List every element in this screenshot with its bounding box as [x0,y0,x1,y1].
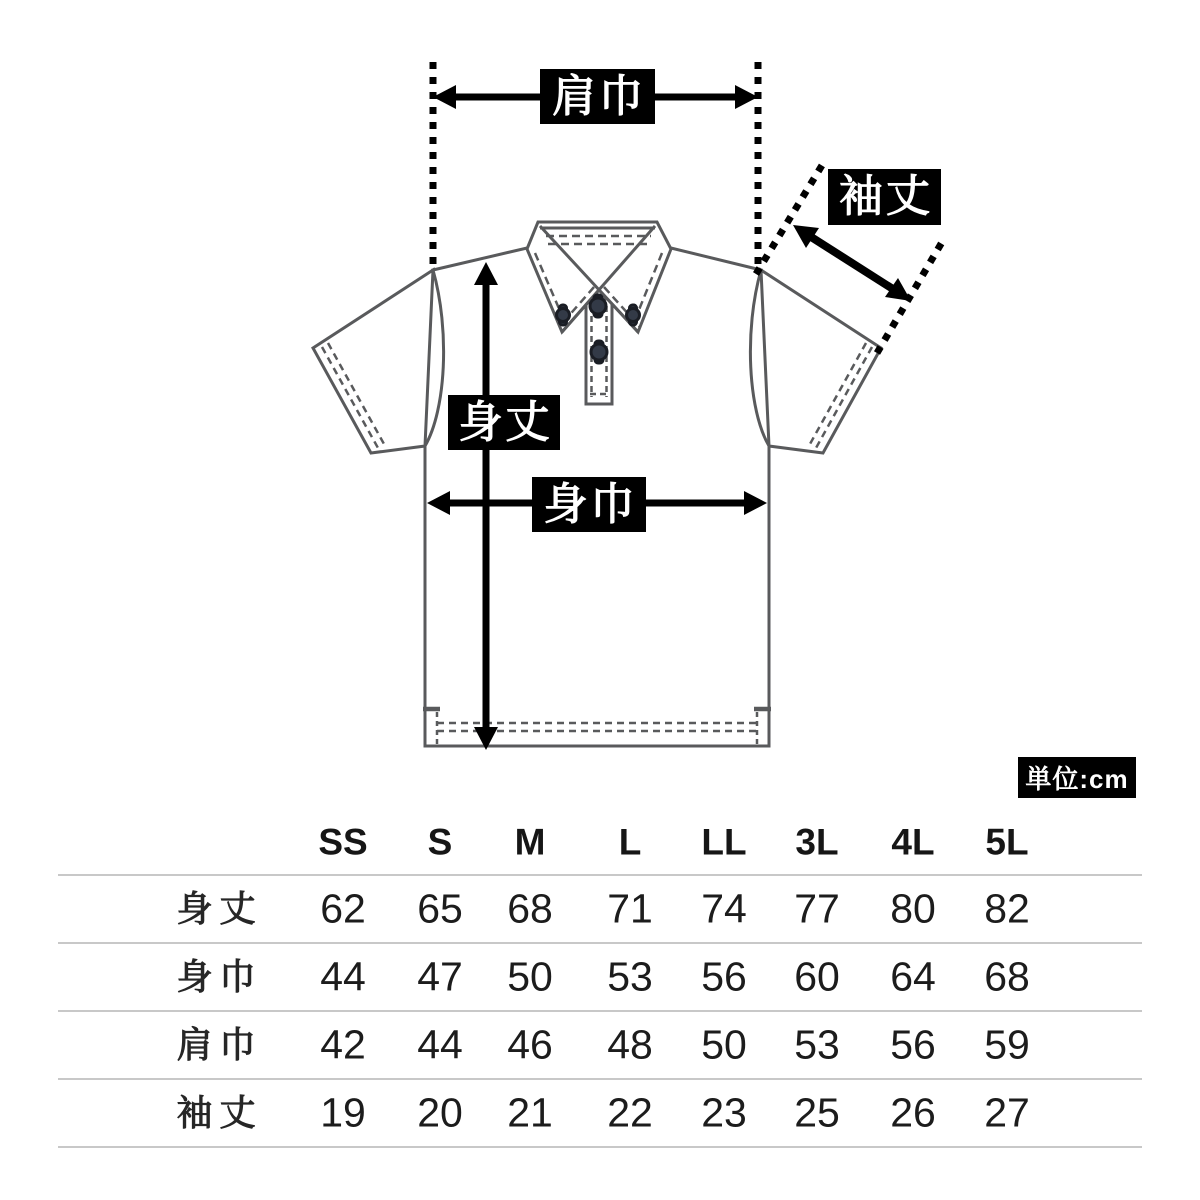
size-value: 60 [794,953,840,1000]
size-value: 56 [890,1021,936,1068]
size-value: 80 [890,885,936,932]
column-header-L: L [618,821,642,863]
size-value: 59 [984,1021,1030,1068]
row-label: 袖丈 [176,1092,263,1133]
size-value: 46 [507,1021,553,1068]
size-value: 68 [507,885,553,932]
sleeve-guide-upper [756,162,824,274]
column-header-LL: LL [701,821,747,863]
size-value: 53 [607,953,653,1000]
sleeve-length-label: 袖丈 [828,169,941,225]
column-header-3L: 3L [795,821,839,863]
size-value: 50 [507,953,553,1000]
size-value: 64 [890,953,936,1000]
column-header-SS: SS [318,821,368,863]
size-value: 19 [320,1089,366,1136]
size-value: 22 [607,1089,653,1136]
size-table-row-2 [58,944,1142,1012]
column-header-5L: 5L [985,821,1029,863]
size-value: 68 [984,953,1030,1000]
size-value: 42 [320,1021,366,1068]
size-value: 65 [417,885,463,932]
row-label: 肩巾 [176,1024,263,1065]
row-label: 身巾 [176,956,263,997]
column-header-M: M [514,821,546,863]
column-header-4L: 4L [891,821,935,863]
shoulder-width-label: 肩巾 [540,69,655,124]
size-value: 27 [984,1089,1030,1136]
size-value: 53 [794,1021,840,1068]
size-table-row-4 [58,1080,1142,1148]
body-width-label: 身巾 [532,477,646,532]
unit-badge: 単位:cm [1018,757,1136,798]
size-table-row-1 [58,876,1142,944]
size-value: 77 [794,885,840,932]
size-value: 21 [507,1089,553,1136]
size-value: 25 [794,1089,840,1136]
size-value: 74 [701,885,747,932]
size-table [58,810,1142,1148]
size-value: 56 [701,953,747,1000]
sleeve-length-arrow [793,225,911,301]
size-value: 71 [607,885,653,932]
size-value: 48 [607,1021,653,1068]
size-value: 62 [320,885,366,932]
column-header-S: S [427,821,453,863]
size-value: 44 [320,953,366,1000]
size-value: 23 [701,1089,747,1136]
size-value: 47 [417,953,463,1000]
row-label: 身丈 [176,888,263,929]
size-value: 20 [417,1089,463,1136]
size-value: 50 [701,1021,747,1068]
body-length-label: 身丈 [448,395,560,450]
size-value: 82 [984,885,1030,932]
size-table-row-3 [58,1012,1142,1080]
size-value: 44 [417,1021,463,1068]
size-table-header [58,810,1142,876]
size-value: 26 [890,1089,936,1136]
